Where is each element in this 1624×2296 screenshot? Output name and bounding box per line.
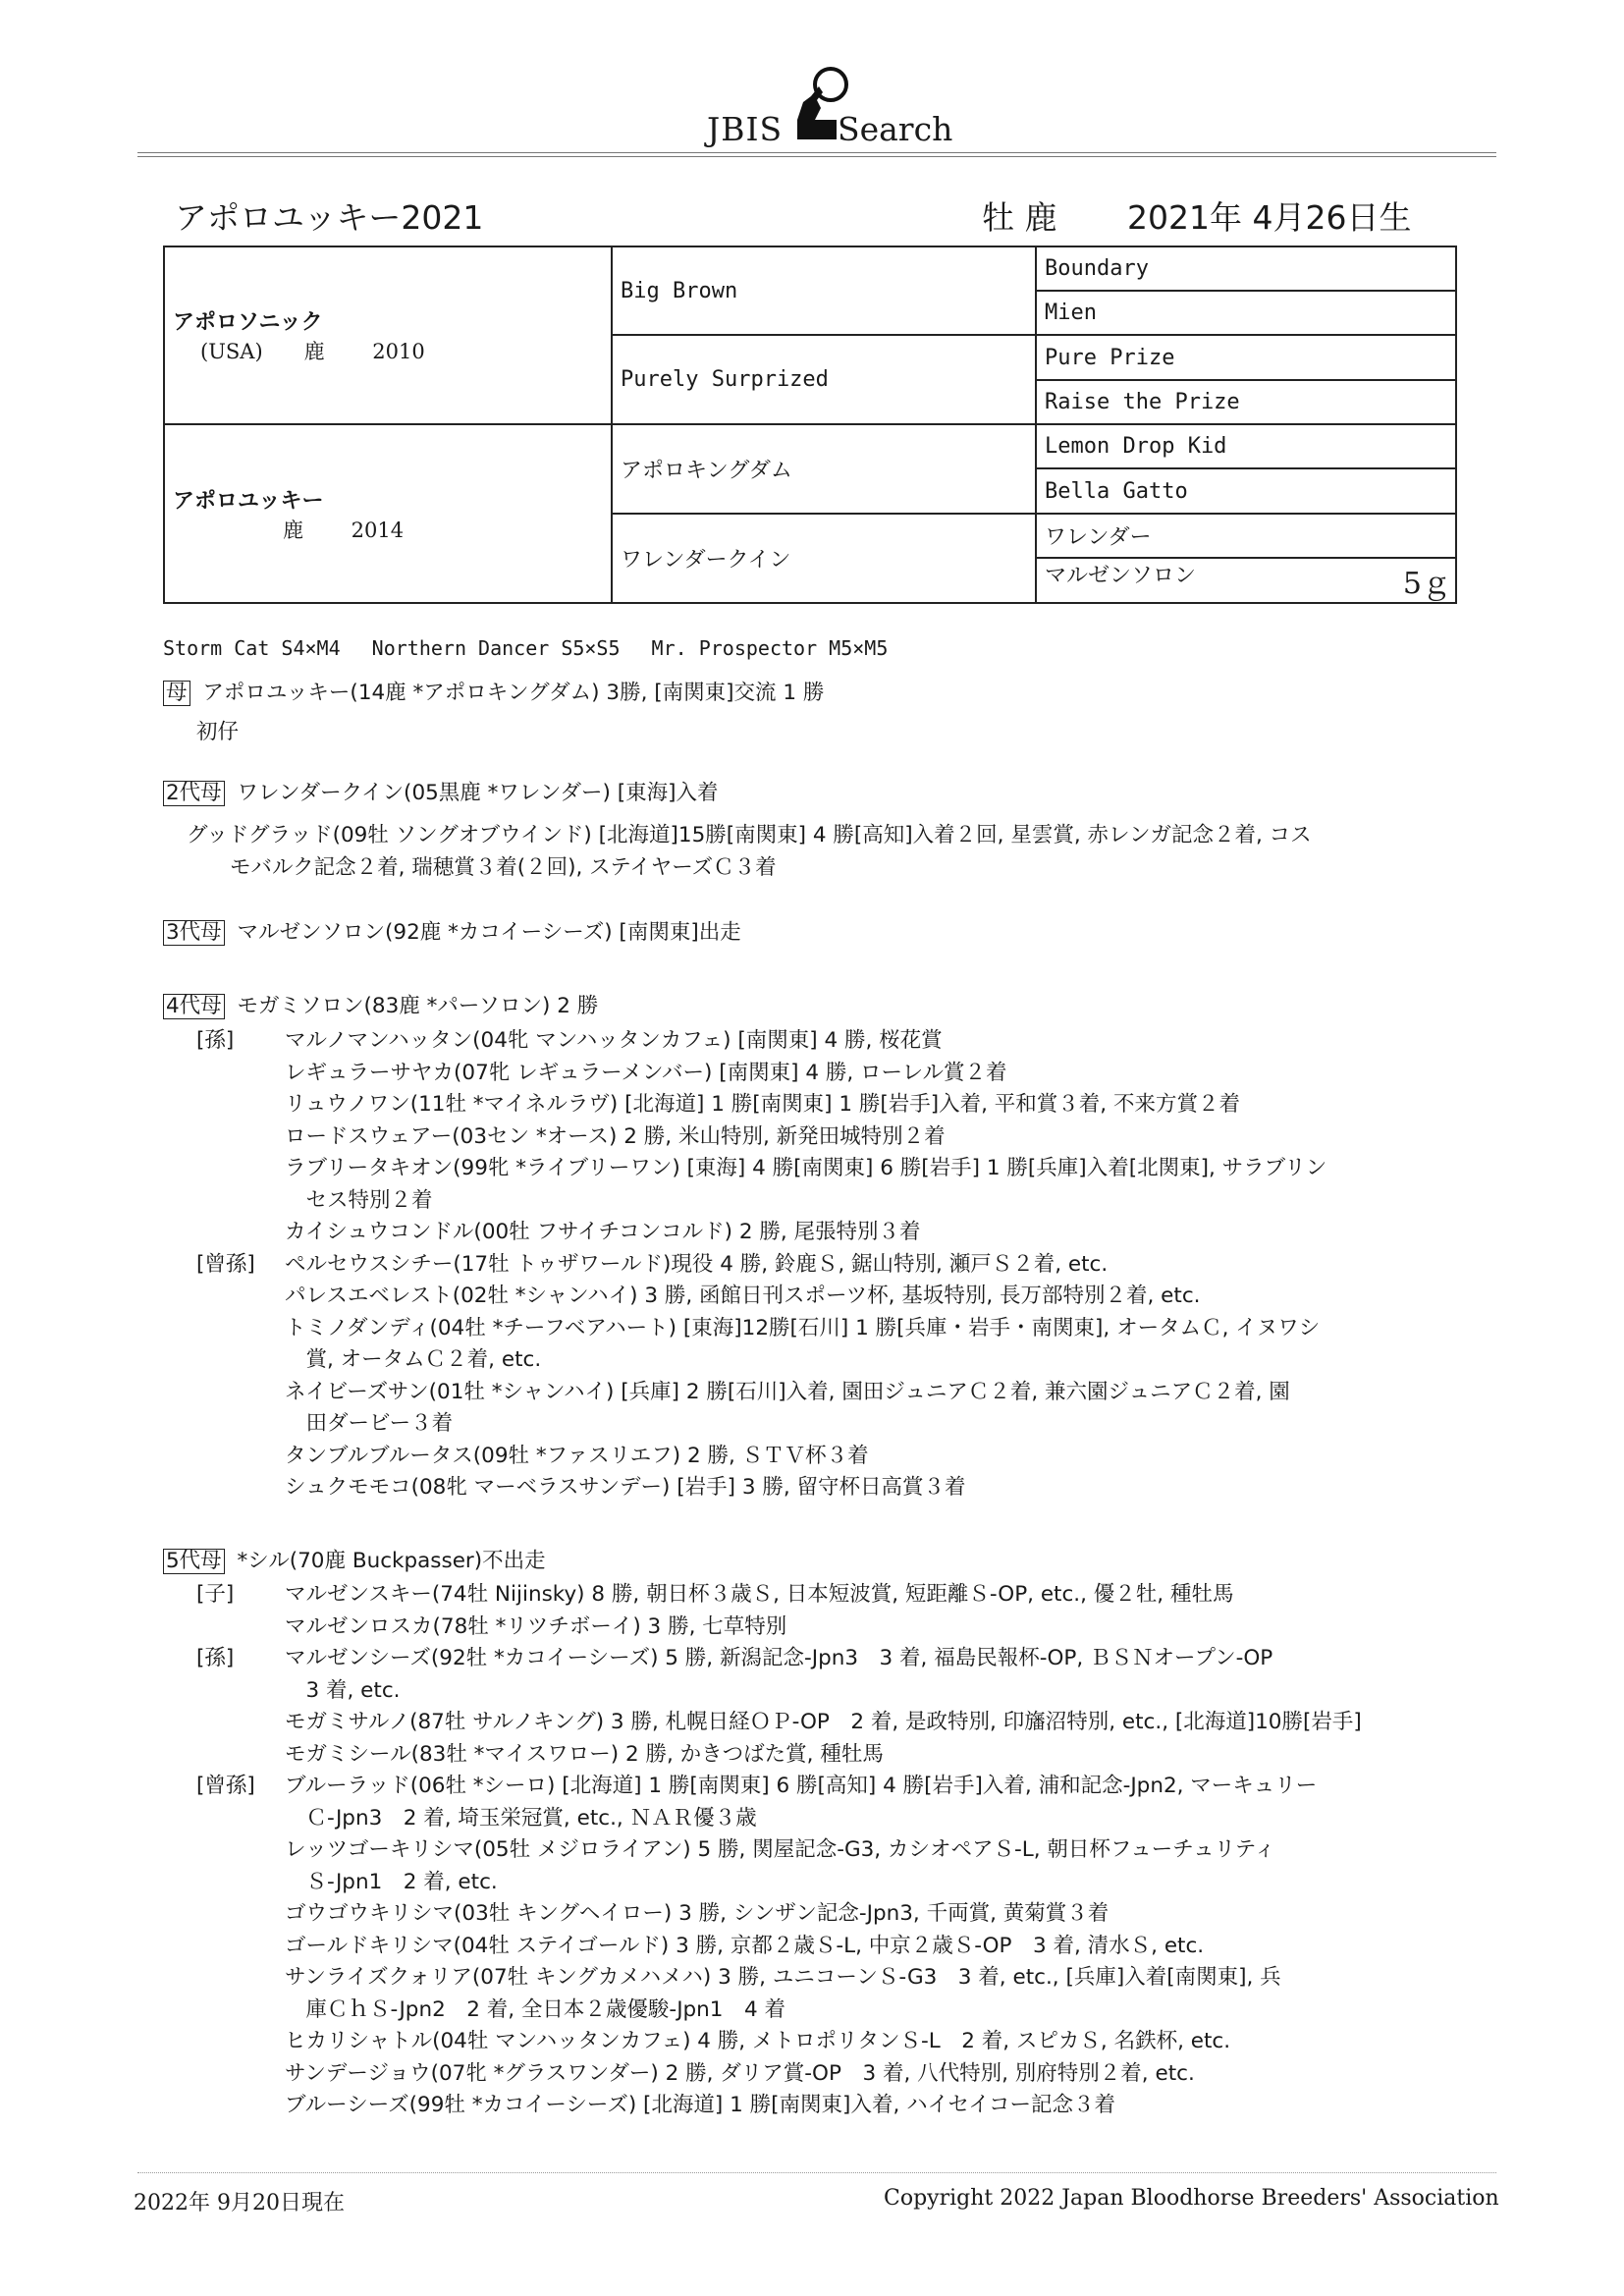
footer-copyright: Copyright 2022 Japan Bloodhorse Breeders' Association — [884, 2186, 1499, 2211]
dam-line: アポロユッキー(14鹿 *アポロキングダム) 3勝, [南関東]交流 1 勝 — [202, 681, 825, 705]
inbreeding-line: Storm Cat S4×M4 Northern Dancer S5×S5 Mr. Prospector M5×M5 — [163, 636, 889, 660]
dam-sire: アポロキングダム — [612, 424, 1036, 514]
dam-section — [163, 678, 824, 710]
descendant-row: レッツゴーキリシマ(05牡 メジロライアン) 5 勝, 関屋記念-G3, カシオペアＳ-L, 朝日杯フューチュリティ — [285, 1837, 1275, 1862]
descendant-row: マルゼンスキー(74牡 Nijinsky) 8 勝, 朝日杯３歳Ｓ, 日本短波賞, 短距離Ｓ-OP, etc., 優２牡, 種牡馬 — [285, 1582, 1234, 1607]
descendant-row: ゴウゴウキリシマ(03牡 キングヘイロー) 3 勝, シンザン記念-Jpn3, 千両賞, 黄菊賞３着 — [285, 1901, 1110, 1926]
g3-2: Pure Prize — [1036, 335, 1456, 380]
g3-section — [163, 917, 741, 950]
g3-1: Mien — [1036, 291, 1456, 335]
relation-label: [曾孫] — [196, 1774, 255, 1798]
dam-info: 鹿 2014 — [200, 518, 405, 542]
g3-6: ワレンダー — [1036, 514, 1456, 558]
descendant-row: サンデージョウ(07牝 *グラスワンダー) 2 勝, ダリア賞-OP 3 着, 八代特別, 別府特別２着, etc. — [285, 2060, 1195, 2086]
footer-date: 2022年 9月20日現在 — [134, 2191, 345, 2215]
descendant-row: ペルセウスシチー(17牡 トゥザワールド)現役 4 勝, 鈴鹿Ｓ, 鋸山特別, 瀬戸Ｓ２着, etc. — [285, 1251, 1109, 1277]
dam-tag: 母 — [163, 681, 190, 706]
descendant-row: シュクモモコ(08牝 マーベラスサンデー) [岩手] 3 勝, 留守杯日高賞３着 — [285, 1475, 966, 1500]
logo-text-jbis: JBIS — [707, 110, 784, 148]
sire-cell — [164, 246, 612, 424]
descendant-row: パレスエベレスト(02牡 *シャンハイ) 3 勝, 函館日刊スポーツ杯, 基坂特別, 長万部特別２着, etc. — [285, 1284, 1201, 1308]
descendant-row: タンブルブルータス(09牡 *ファスリエフ) 2 勝, ＳＴＶ杯３着 — [285, 1443, 869, 1468]
descendant-row: ゴールドキリシマ(04牡 ステイゴールド) 3 勝, 京都２歳Ｓ-L, 中京２歳Ｓ-OP 3 着, 清水Ｓ, etc. — [285, 1933, 1205, 1958]
g3-4: Lemon Drop Kid — [1036, 424, 1456, 468]
descendant-row: リュウノワン(11牡 *マイネルラヴ) [北海道] 1 勝[南関東] 1 勝[岩手]入着, 平和賞３着, 不来方賞２着 — [285, 1092, 1240, 1117]
g5-tag: 5代母 — [163, 1549, 225, 1574]
descendant-row: モガミシール(83牡 *マイスワロー) 2 勝, かきつばた賞, 種牡馬 — [285, 1741, 884, 1767]
sire-sire: Big Brown — [612, 246, 1036, 335]
g2-section — [163, 778, 719, 810]
descendant-row: Ｓ-Jpn1 2 着, etc. — [285, 1869, 498, 1894]
descendant-row: マルノマンハッタン(04牝 マンハッタンカフェ) [南関東] 4 勝, 桜花賞 — [285, 1028, 943, 1053]
descendant-row: トミノダンディ(04牡 *チーフベアハート) [東海]12勝[石川] 1 勝[兵庫・岩手・南関東], オータムＣ, イヌワシ — [285, 1315, 1321, 1340]
descendant-row: モガミサルノ(87牡 サルノキング) 3 勝, 札幌日経ＯＰ-OP 2 着, 是政特別, 印旛沼特別, etc., [北海道]10勝[岩手] — [285, 1710, 1362, 1734]
jbis-search-logo — [707, 63, 953, 148]
header-rule-2 — [137, 156, 1496, 157]
descendant-row: 3 着, etc. — [285, 1677, 401, 1703]
sex-color: 牡 鹿 — [982, 198, 1057, 237]
descendant-row: ヒカリシャトル(04牡 マンハッタンカフェ) 4 勝, メトロポリタンＳ-L 2 着, スピカＳ, 名鉄杯, etc. — [285, 2029, 1231, 2053]
descendant-row: Ｃ-Jpn3 2 着, 埼玉栄冠賞, etc., ＮＡＲ優３歳 — [285, 1805, 757, 1831]
dam-name: アポロユッキー — [173, 488, 324, 514]
descendant-row: ブルーラッド(06牡 *シーロ) [北海道] 1 勝[南関東] 6 勝[高知] 4 勝[岩手]入着, 浦和記念-Jpn2, マーキュリー — [285, 1774, 1318, 1798]
g3-line: マルゼンソロン(92鹿 *カコイーシーズ) [南関東]出走 — [237, 920, 741, 945]
dam-cell — [164, 424, 612, 603]
dam-dam: ワレンダークイン — [612, 514, 1036, 603]
descendant-row: レギュラーサヤカ(07牝 レギュラーメンバー) [南関東] 4 勝, ローレル賞２着 — [285, 1060, 1007, 1085]
descendant-row: ラブリータキオン(99牝 *ライブリーワン) [東海] 4 勝[南関東] 6 勝[岩手] 1 勝[兵庫]入着[北関東], サラブリン — [285, 1156, 1327, 1180]
pedigree-table — [163, 246, 1457, 604]
dam-note: 初仔 — [196, 720, 240, 744]
g3-7: マルゼンソロン — [1045, 564, 1197, 588]
descendant-row: 賞, オータムＣ２着, etc. — [285, 1347, 542, 1372]
g2-tag: 2代母 — [163, 781, 225, 806]
relation-label: [子] — [196, 1582, 235, 1607]
descendant-row: ブルーシーズ(99牡 *カコイーシーズ) [北海道] 1 勝[南関東]入着, ハイセイコー記念３着 — [285, 2093, 1115, 2117]
g2-line: ワレンダークイン(05黒鹿 *ワレンダー) [東海]入着 — [237, 781, 719, 805]
g3-tag: 3代母 — [163, 920, 225, 946]
g3-3: Raise the Prize — [1036, 380, 1456, 424]
g3-5: Bella Gatto — [1036, 468, 1456, 514]
descendant-row: 庫ＣｈＳ-Jpn2 2 着, 全日本２歳優駿-Jpn1 4 着 — [285, 1996, 785, 2022]
descendant-row: セス特別２着 — [285, 1187, 433, 1213]
sire-info: (USA) 鹿 2010 — [200, 340, 425, 363]
relation-label: [曾孫] — [196, 1251, 255, 1277]
g2-row-1b: モバルク記念２着, 瑞穂賞３着(２回), ステイヤーズＣ３着 — [230, 855, 777, 880]
g3-7-cell — [1036, 558, 1456, 603]
descendant-row: カイシュウコンドル(00牡 フサイチコンコルド) 2 勝, 尾張特別３着 — [285, 1220, 921, 1244]
g2-row-1: グッドグラッド(09牡 ソングオブウインド) [北海道]15勝[南関東] 4 勝[高知]入着２回, 星雲賞, 赤レンガ記念２着, コス — [187, 823, 1312, 847]
birth-date: 2021年 4月26日生 — [1127, 198, 1412, 237]
note-5g: 5ｇ — [1402, 567, 1451, 601]
g4-line: モガミソロン(83鹿 *パーソロン) 2 勝 — [237, 994, 599, 1018]
descendant-row: サンライズクォリア(07牡 キングカメハメハ) 3 勝, ユニコーンＳ-G3 3 着, etc., [兵庫]入着[南関東], 兵 — [285, 1965, 1281, 1990]
sire-name: アポロソニック — [173, 310, 323, 335]
sire-dam: Purely Surprized — [612, 335, 1036, 424]
footer-rule — [137, 2172, 1496, 2173]
g3-0: Boundary — [1036, 246, 1456, 291]
relation-label: [孫] — [196, 1028, 235, 1053]
logo-text-search: Search — [838, 110, 953, 148]
horse-name: アポロユッキー2021 — [175, 198, 484, 237]
g4-tag: 4代母 — [163, 994, 225, 1019]
descendant-row: マルゼンシーズ(92牡 *カコイーシーズ) 5 勝, 新潟記念-Jpn3 3 着, 福島民報杯-OP, ＢＳＮオープン-OP — [285, 1646, 1273, 1670]
g4-section — [163, 991, 598, 1023]
descendant-row: マルゼンロスカ(78牡 *リツチボーイ) 3 勝, 七草特別 — [285, 1613, 787, 1639]
g5-line: *シル(70鹿 Buckpasser)不出走 — [237, 1549, 546, 1573]
descendant-row: ロードスウェアー(03セン *オース) 2 勝, 米山特別, 新発田城特別２着 — [285, 1123, 946, 1149]
g5-section — [163, 1546, 546, 1578]
descendant-row: ネイビーズサン(01牡 *シャンハイ) [兵庫] 2 勝[石川]入着, 園田ジュニアＣ２着, 兼六園ジュニアＣ２着, 園 — [285, 1379, 1290, 1404]
header-rule — [137, 152, 1496, 153]
descendant-row: 田ダービー３着 — [285, 1411, 454, 1436]
relation-label: [孫] — [196, 1646, 235, 1670]
